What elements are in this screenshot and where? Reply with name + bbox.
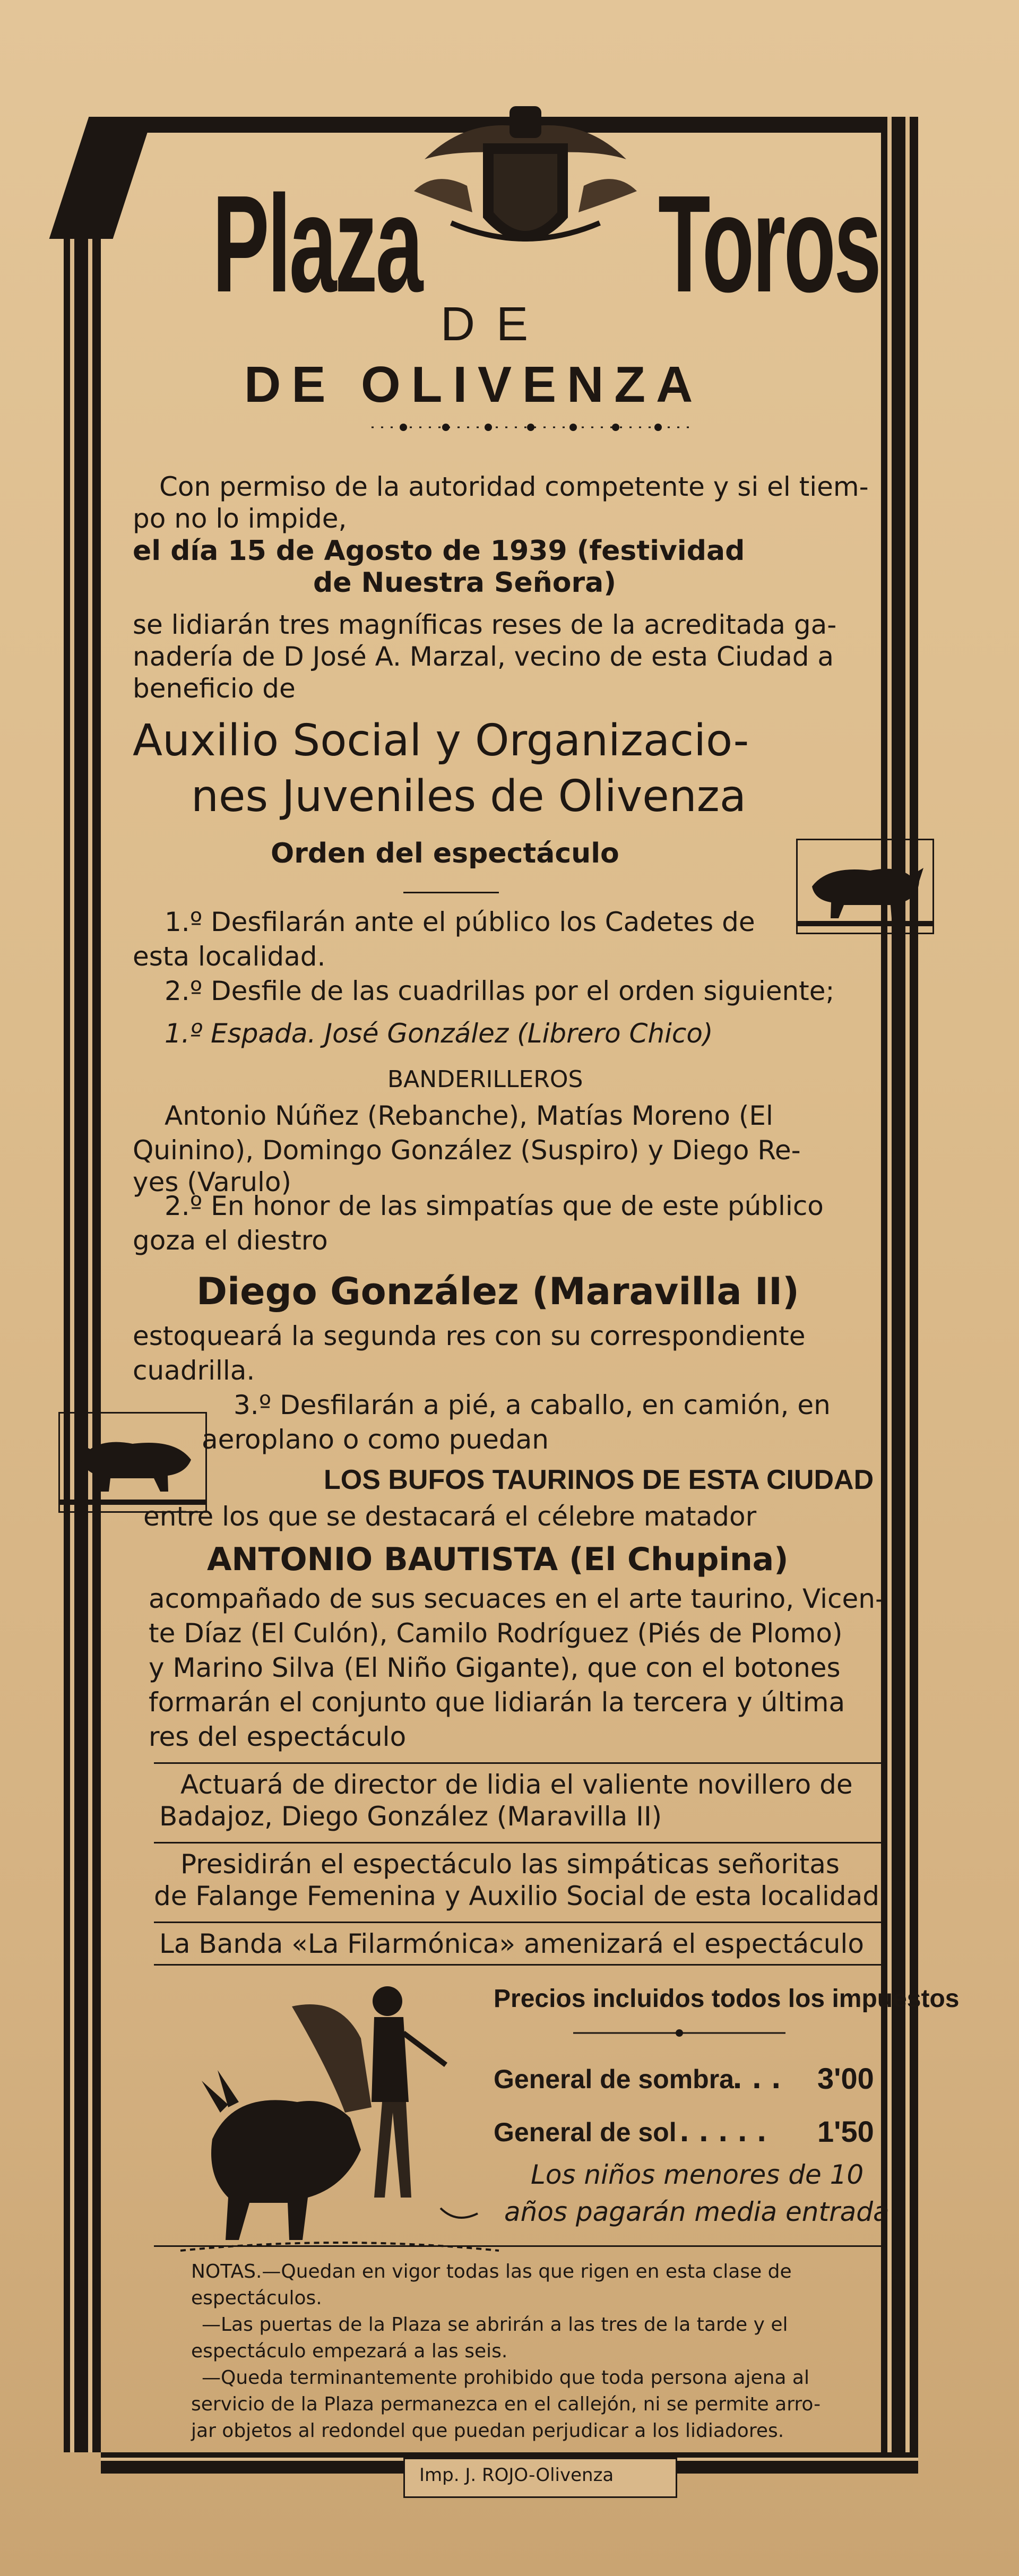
price-row-sombra-value: 3'00 (817, 2062, 874, 2095)
title-toros: Toros (658, 167, 880, 321)
price-row-sol-dots: . . . . . (679, 2117, 767, 2148)
matador-name: ANTONIO BAUTISTA (El Chupina) (207, 1541, 789, 1578)
honor-line-2: goza el diestro (133, 1225, 328, 1256)
diestro-name: Diego González (Maravilla II) (196, 1270, 800, 1313)
estoqueara-line-2: cuadrilla. (133, 1355, 255, 1386)
banda-line: La Banda «La Filarmónica» amenizará el espectáculo (159, 1928, 864, 1959)
title-de: DE (441, 298, 550, 351)
item1-line-1: 1.º Desfilarán ante el público los Cadetes de (165, 907, 755, 937)
title-divider (372, 419, 690, 435)
notas-line-7: jar objetos al redondel que puedan perjudicar a los lidiadores. (191, 2420, 784, 2442)
ninos-line-2: años pagarán media entrada (504, 2196, 890, 2227)
price-row-sombra-label: General de sombra (494, 2064, 734, 2094)
notice-rule-4 (154, 1964, 886, 1966)
acompanado-line-2: te Díaz (El Culón), Camilo Rodríguez (Piés de Plomo) (149, 1618, 843, 1649)
printer-credit: Imp. J. ROJO-Olivenza (419, 2465, 614, 2486)
presidiran-line-1: Presidirán el espectáculo las simpáticas señoritas (180, 1849, 840, 1880)
director-line-2: Badajoz, Diego González (Maravilla II) (159, 1801, 662, 1832)
bull-icon (796, 839, 934, 934)
notice-rule-1 (154, 1762, 886, 1764)
reses-line-3: beneficio de (133, 673, 296, 704)
notas-line-3: —Las puertas de la Plaza se abrirán a las tres de la tarde y el (202, 2314, 788, 2336)
acompanado-line-3: y Marino Silva (El Niño Gigante), que con el botones (149, 1652, 841, 1683)
notas-line-2: espectáculos. (191, 2287, 322, 2309)
title-plaza: Plaza (212, 167, 421, 321)
notas-line-6: servicio de la Plaza permanezca en el callejón, ni se permite arro- (191, 2393, 821, 2415)
item2: 2.º Desfile de las cuadrillas por el orden siguiente; (165, 976, 835, 1006)
item1-line-2: esta localidad. (133, 941, 326, 972)
reses-line-1: se lidiarán tres magníficas reses de la acreditada ga- (133, 609, 837, 640)
title-de-olivenza: DE OLIVENZA (244, 356, 704, 413)
notas-rule (154, 2245, 886, 2247)
banderilleros-line-3: yes (Varulo) (133, 1167, 291, 1197)
frame-left-border (64, 234, 101, 2452)
honor-line-1: 2.º En honor de las simpatías que de este público (165, 1191, 824, 1221)
ninos-line-1: Los niños menores de 10 (531, 2159, 864, 2190)
matador-and-bull-illustration (170, 1975, 510, 2272)
bufos-heading: LOS BUFOS TAURINOS DE ESTA CIUDAD (324, 1464, 874, 1495)
price-row-sombra-dots: . . . (732, 2064, 781, 2095)
banderilleros-heading: BANDERILLEROS (387, 1066, 583, 1093)
beneficiary-line-1: Auxilio Social y Organizacio- (133, 716, 749, 766)
director-line-1: Actuará de director de lidia el valiente novillero de (180, 1769, 853, 1800)
acompanado-line-5: res del espectáculo (149, 1721, 407, 1752)
presidiran-line-2: de Falange Femenina y Auxilio Social de esta localidad (154, 1881, 879, 1911)
notas-line-4: espectáculo empezará a las seis. (191, 2340, 508, 2362)
reses-line-2: nadería de D José A. Marzal, vecino de esta Ciudad a (133, 641, 834, 672)
item3-line-2: aeroplano o como puedan (202, 1424, 549, 1455)
notas-line-5: —Queda terminantemente prohibido que toda persona ajena al (202, 2367, 809, 2389)
acompanado-line-1: acompañado de sus secuaces en el arte taurino, Vicen- (149, 1583, 885, 1614)
bull-icon (58, 1412, 207, 1513)
banderilleros-line-2: Quinino), Domingo González (Suspiro) y Diego Re- (133, 1135, 801, 1166)
price-row-sol-value: 1'50 (817, 2115, 874, 2148)
notice-rule-2 (154, 1842, 886, 1843)
destacara-line: entre los que se destacará el célebre matador (143, 1501, 757, 1532)
date-line-1: el día 15 de Agosto de 1939 (festividad (133, 535, 745, 567)
estoqueara-line-1: estoqueará la segunda res con su correspondiente (133, 1321, 806, 1351)
notas-line-1: NOTAS.—Quedan en vigor todas las que rigen en esta clase de (191, 2261, 792, 2282)
permit-line-1: Con permiso de la autoridad competente y si el tiem- (159, 471, 869, 502)
banderilleros-line-1: Antonio Núñez (Rebanche), Matías Moreno (El (165, 1100, 773, 1131)
date-line-2: de Nuestra Señora) (313, 567, 617, 599)
price-row-sol-label: General de sol (494, 2117, 677, 2147)
acompanado-line-4: formarán el conjunto que lidiarán la tercera y última (149, 1687, 845, 1718)
program-heading-rule (403, 892, 499, 893)
frame-right-border (881, 117, 918, 2452)
notice-rule-3 (154, 1922, 886, 1923)
espada-line: 1.º Espada. José González (Librero Chico) (165, 1018, 713, 1049)
beneficiary-line-2: nes Juveniles de Olivenza (191, 771, 747, 822)
coat-of-arms-icon (403, 96, 647, 276)
prices-heading: Precios incluidos todos los impuestos (494, 1985, 960, 2013)
permit-line-2: po no lo impide, (133, 503, 347, 534)
item3-line-1: 3.º Desfilarán a pié, a caballo, en camión, en (234, 1390, 831, 1420)
program-heading: Orden del espectáculo (271, 838, 619, 869)
prices-divider (573, 2028, 785, 2038)
